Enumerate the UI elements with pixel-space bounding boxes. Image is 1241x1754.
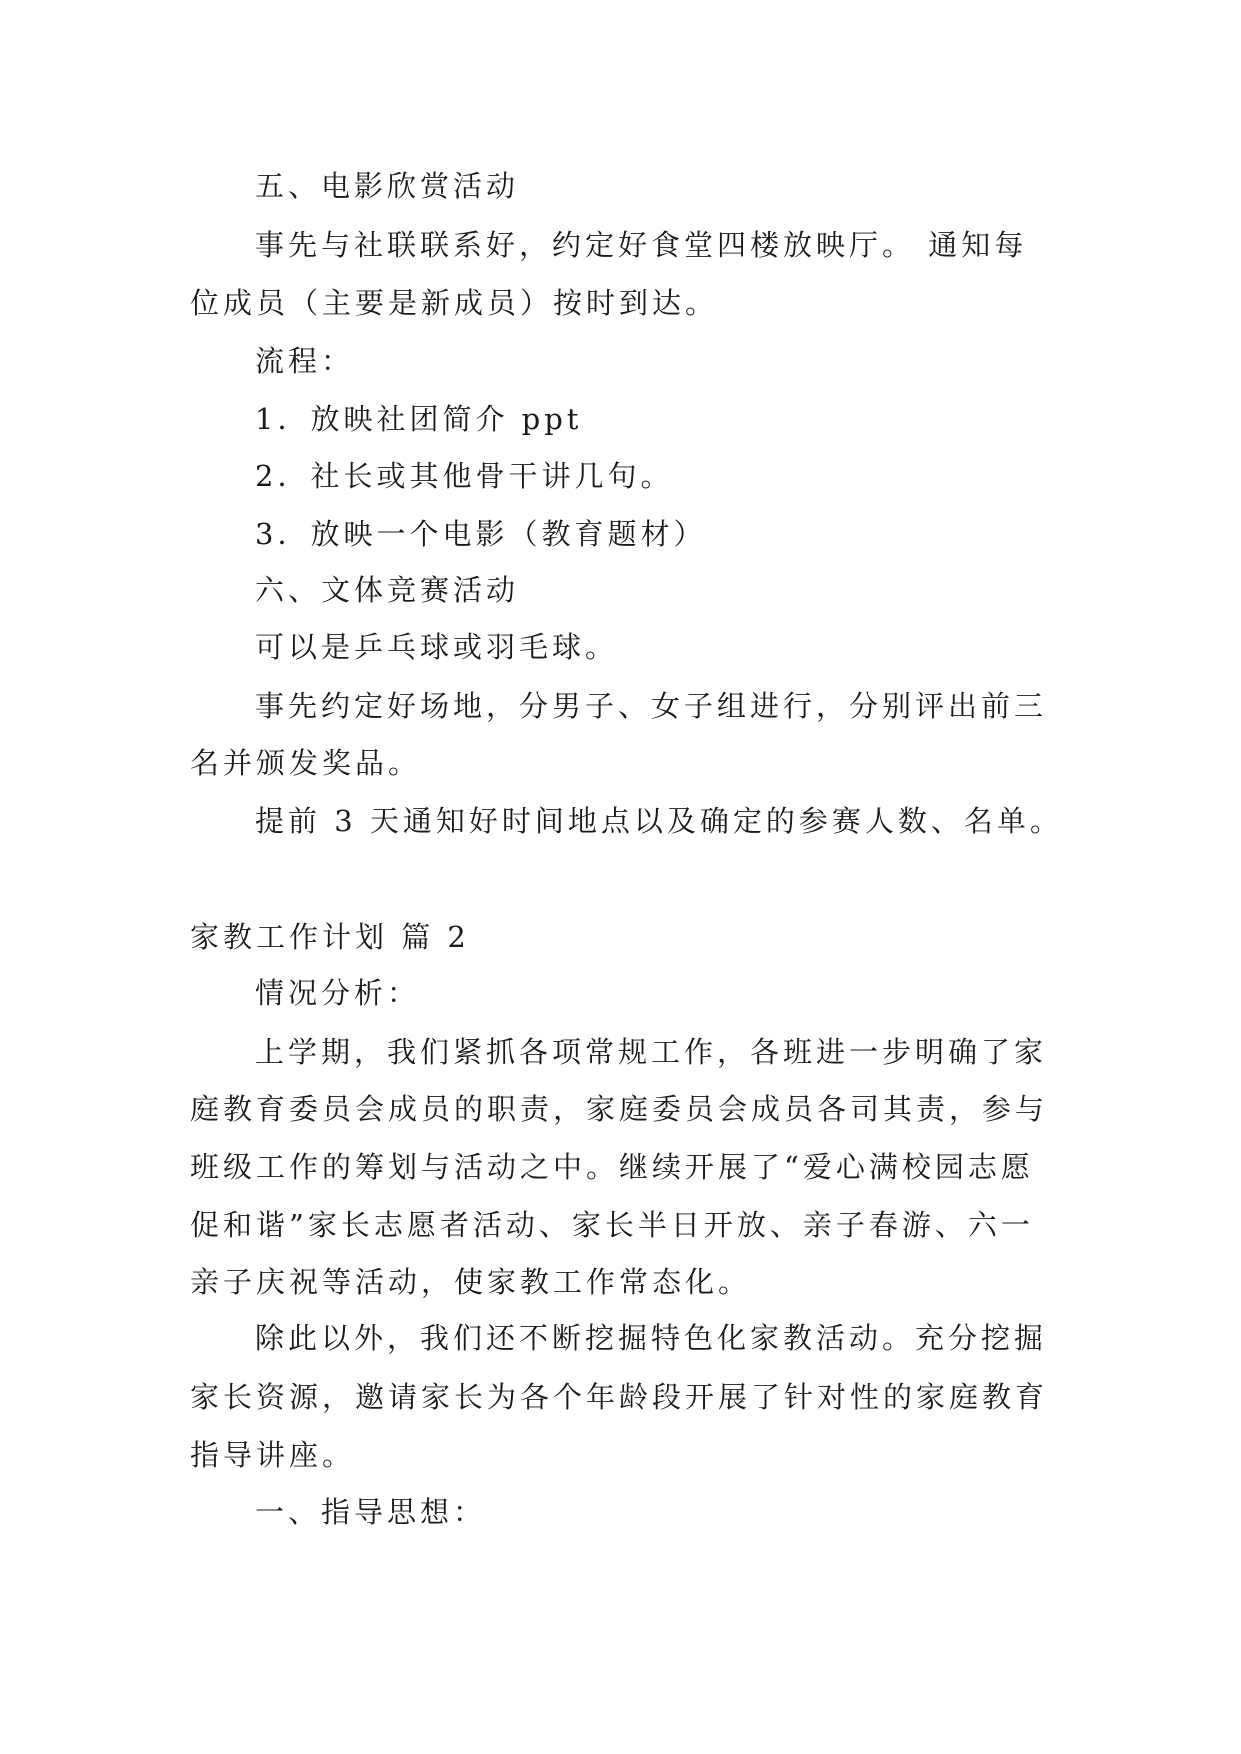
list-item: 1．放映社团简介 ppt xyxy=(255,402,583,436)
section-heading: 一、指导思想： xyxy=(255,1495,487,1529)
paragraph-line: 庭教育委员会成员的职责，家庭委员会成员各司其责，参与 xyxy=(190,1092,1049,1126)
paragraph-line: 指导讲座。 xyxy=(190,1438,356,1472)
paragraph-line: 位成员（主要是新成员）按时到达。 xyxy=(190,286,719,320)
list-item: 2．社长或其他骨干讲几句。 xyxy=(255,459,674,493)
list-item: 3．放映一个电影（教育题材） xyxy=(255,517,707,551)
paragraph-line: 上学期，我们紧抓各项常规工作，各班进一步明确了家 xyxy=(255,1035,1048,1069)
document-part-title: 家教工作计划 篇 2 xyxy=(190,920,470,954)
subsection-label: 情况分析： xyxy=(255,976,421,1010)
paragraph-line: 亲子庆祝等活动，使家教工作常态化。 xyxy=(190,1265,752,1299)
paragraph-line: 班级工作的筹划与活动之中。继续开展了“爱心满校园志愿 xyxy=(190,1150,1034,1184)
paragraph-line: 促和谐”家长志愿者活动、家长半日开放、亲子春游、六一 xyxy=(190,1208,1034,1242)
process-label: 流程： xyxy=(255,344,355,378)
section-heading: 五、电影欣赏活动 xyxy=(255,169,520,203)
paragraph-line: 家长资源，邀请家长为各个年龄段开展了针对性的家庭教育 xyxy=(190,1380,1049,1414)
paragraph-line: 事先与社联联系好，约定好食堂四楼放映厅。 通知每 xyxy=(255,228,1028,262)
paragraph-line: 事先约定好场地，分男子、女子组进行，分别评出前三 xyxy=(255,689,1048,723)
paragraph-line: 提前 3 天通知好时间地点以及确定的参赛人数、名单。 xyxy=(255,804,1063,838)
paragraph-line: 除此以外，我们还不断挖掘特色化家教活动。充分挖掘 xyxy=(255,1321,1048,1355)
paragraph-line: 可以是乒乓球或羽毛球。 xyxy=(255,630,619,664)
paragraph-line: 名并颁发奖品。 xyxy=(190,746,422,780)
section-heading: 六、文体竞赛活动 xyxy=(255,573,520,607)
